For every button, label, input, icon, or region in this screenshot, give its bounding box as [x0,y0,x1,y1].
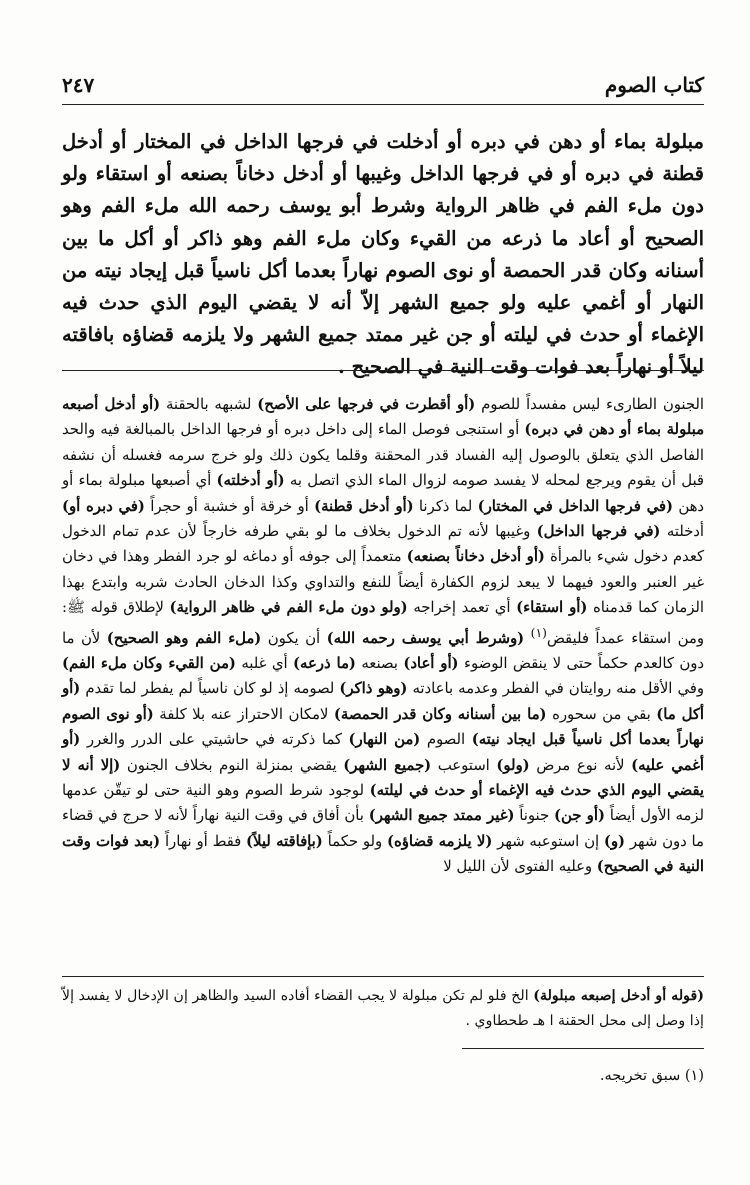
quoted-text: (بعد فوات وقت النية في الصحيح) [62,832,704,876]
footnote-divider [462,1048,704,1049]
gloss-divider [62,976,704,977]
gloss-paragraph [62,984,704,1034]
commentary-divider [62,370,704,371]
commentary-span: جنوناً [514,807,554,825]
quoted-text: (جميع الشهر) [343,756,432,774]
commentary-span: وعليه الفتوى لأن الليل لا [443,858,597,876]
commentary-span: أي أصبعها مبلولة بماء أو دهن [62,472,704,515]
commentary-span: لوجود شرط الصوم وهو النية حتى لو تيقّن عدمها لزمه الأول أيضاً [62,782,704,825]
commentary-span: أو خرقة أو خشبة أو حجراً [144,497,315,515]
quoted-text: (أو نوى الصوم نهاراً بعدما أكل ناسياً قبل ايجاد نيته) [62,705,704,749]
quoted-text: (من القيء وكان ملء الفم) [62,654,236,672]
quoted-text: (أو أدخل قطنة) [314,497,414,515]
quoted-text: (أو استقاء) [516,599,588,617]
chapter-title: كتاب الصوم [604,73,704,97]
commentary-span: ولو حكماً [322,832,387,850]
quoted-text: (ما ذرعه) [293,654,356,672]
commentary-span: وفي الأقل منه روايتان في الفطر وعدمه باعادته [407,680,705,698]
commentary-span: لامكان الاحتراز عنه بلا كلفة [153,705,334,723]
commentary-span: لصومه إذ لو كان ناسياً لم يفطر لما تقدم [80,680,340,698]
gloss-text [62,984,704,1034]
commentary-span: بصنعه [355,654,404,672]
commentary-span: أدخلته [660,523,704,541]
commentary-span: أي غلبه [235,654,294,672]
commentary-span: لأن ما دون كالعدم حكماً حتى لا ينقض الوضوء [62,629,704,672]
main-text [62,126,704,384]
commentary-span: أي تعمد إخراجه [407,599,517,617]
commentary-span: لما ذكرنا [413,497,478,515]
commentary-span: بقي من سحوره [546,705,657,723]
commentary-span: الجنون الطارىء ليس مفسداً للصوم [475,396,705,413]
commentary-span: أن يكون [261,629,327,647]
page-header [62,70,704,100]
commentary-span: بأن أفاق في وقت النية نهاراً لأنه لا حرج في قضاء ما دون شهر [62,807,704,850]
commentary-span: لأنه نوع مرض [529,756,632,774]
commentary-span: إن استوعبه شهر [492,832,604,850]
quoted-text: (أو أدخل دخاناً بصنعه) [406,548,545,566]
quoted-text: (وشرط أبي يوسف رحمه الله) [326,629,525,647]
quoted-text: (وهو ذاكر) [339,680,408,698]
quoted-text: (في دبره أو) [62,497,145,515]
gloss-quote: (قوله أو أدخل إصبعه مبلولة) [533,988,704,1004]
commentary-span: لإطلاق قوله ﷺ: ومن استقاء عمداً فليقض [62,599,704,647]
commentary-span: كما ذكرته في حاشيتي على الدرر والغرر [80,731,349,749]
commentary-span: استوعب [431,756,497,774]
quoted-text: (ما بين أسنانه وكان قدر الحمصة) [333,705,547,723]
quoted-text: (غير ممتد جميع الشهر) [368,807,515,825]
commentary-span: فقط أو نهاراً [160,832,247,850]
commentary-paragraph [62,392,704,880]
quoted-text: (ملء الفم وهو الصحيح) [106,629,262,647]
quoted-text: (أو أعاد) [403,654,459,672]
quoted-text: (بإفاقته ليلاً) [246,832,323,850]
commentary-span: الصوم [420,731,472,749]
quoted-text: (و) [603,832,626,850]
quoted-text: (في فرجها الداخل) [536,523,661,541]
footnote: (١) سبق تخريجه. [599,1068,704,1084]
quoted-text: (أو أكل ما) [62,680,704,723]
quoted-text: (أو أقطرت في فرجها على الأصح) [257,396,476,413]
main-text-paragraph: مبلولة بماء أو دهن في دبره أو أدخلت في فرجها الداخل في المختار أو أدخل قطنة في دبره أو في فرجها الداخل وغيبها أو أدخل دخاناً بصنعه أو استقاء ولو دون ملء الفم في ظاهر الرواية وشرط أبو يوسف رحمه الله ملء الفم وهو الصحيح أو أعاد ما ذرعه من القيء وكان ملء الفم وهو ذاكر أو أكل ما بين أسنانه وكان قدر الحمصة أو نوى الصوم نهاراً بعدما أكل ناسياً قبل إيجاد نيته من النهار أو أغمي عليه ولو جميع الشهر إلاّ أنه لا يقضي اليوم الذي حدث فيه الإغماء أو حدث في ليلته أو جن غير ممتد جميع الشهر ولا يلزمه قضاؤه بافاقته ليلاً أو نهاراً بعد فوات وقت النية في الصحيح . [62,130,704,379]
page-number: ٢٤٧ [62,73,95,97]
gloss-span: الخ فلو لم تكن مبلولة لا يجب القضاء أفاده السيد والظاهر إن الإدخال لا يفسد إلاّ إذا وصل إلى محل الحقنة ا هـ طحطاوي . [62,988,704,1029]
footnote-reference[interactable]: (١) [530,625,547,640]
quoted-text: (ولو) [496,756,530,774]
quoted-text: (لا يلزمه قضاؤه) [386,832,493,850]
header-divider [62,104,704,105]
commentary-span: يقضي بمنزلة النوم بخلاف الجنون [120,756,344,774]
quoted-text: (أو أدخلته) [216,472,285,490]
commentary-span: لشبهه بالحقنة [160,396,258,413]
quoted-text: (إلا أنه لا يقضي اليوم الذي حدث فيه الإغماء أو حدث في ليلته) [62,756,704,800]
quoted-text: (أو أغمي عليه) [62,731,705,774]
commentary-span: متعمداً إلى جوفه أو دماغه لو جرد الفطر وهذا في دخان غير العنبر والعود فيهما لا يبعد لزوم الكفارة أيضاً للنفع والتداوي وكذا الدخان الحادث شربه وابتدع بهذا الزمان كما قدمناه [62,548,705,617]
commentary-text [62,392,704,880]
commentary-span: أو استنجى فوصل الماء إلى داخل دبره أو فرجها الداخل بالمبالغة فيه والحد الفاصل الذي يتعلق بالوصول إليه الفساد قدر المحقنة وقلما يكون ذلك ولو خرج سرمه فغسله أن نشفه قبل أن يقوم ويرجع لمحله لا يفسد صومه لزوال الماء الذي اتصل به [62,421,704,490]
quoted-text: (أو أدخل أصبعه مبلولة بماء أو دهن في دبره) [62,396,704,439]
quoted-text: (من النهار) [348,731,421,749]
commentary-span: وغيبها لأنه تم الدخول بخلاف ما لو بقي طرفه خارجاً لأن عدم تمام الدخول كعدم دخول شيء بالمرأة [62,523,704,566]
quoted-text: (أو جن) [554,807,605,825]
quoted-text: (في فرجها الداخل في المختار) [477,497,673,515]
quoted-text: (ولو دون ملء الفم في ظاهر الرواية) [169,599,408,617]
